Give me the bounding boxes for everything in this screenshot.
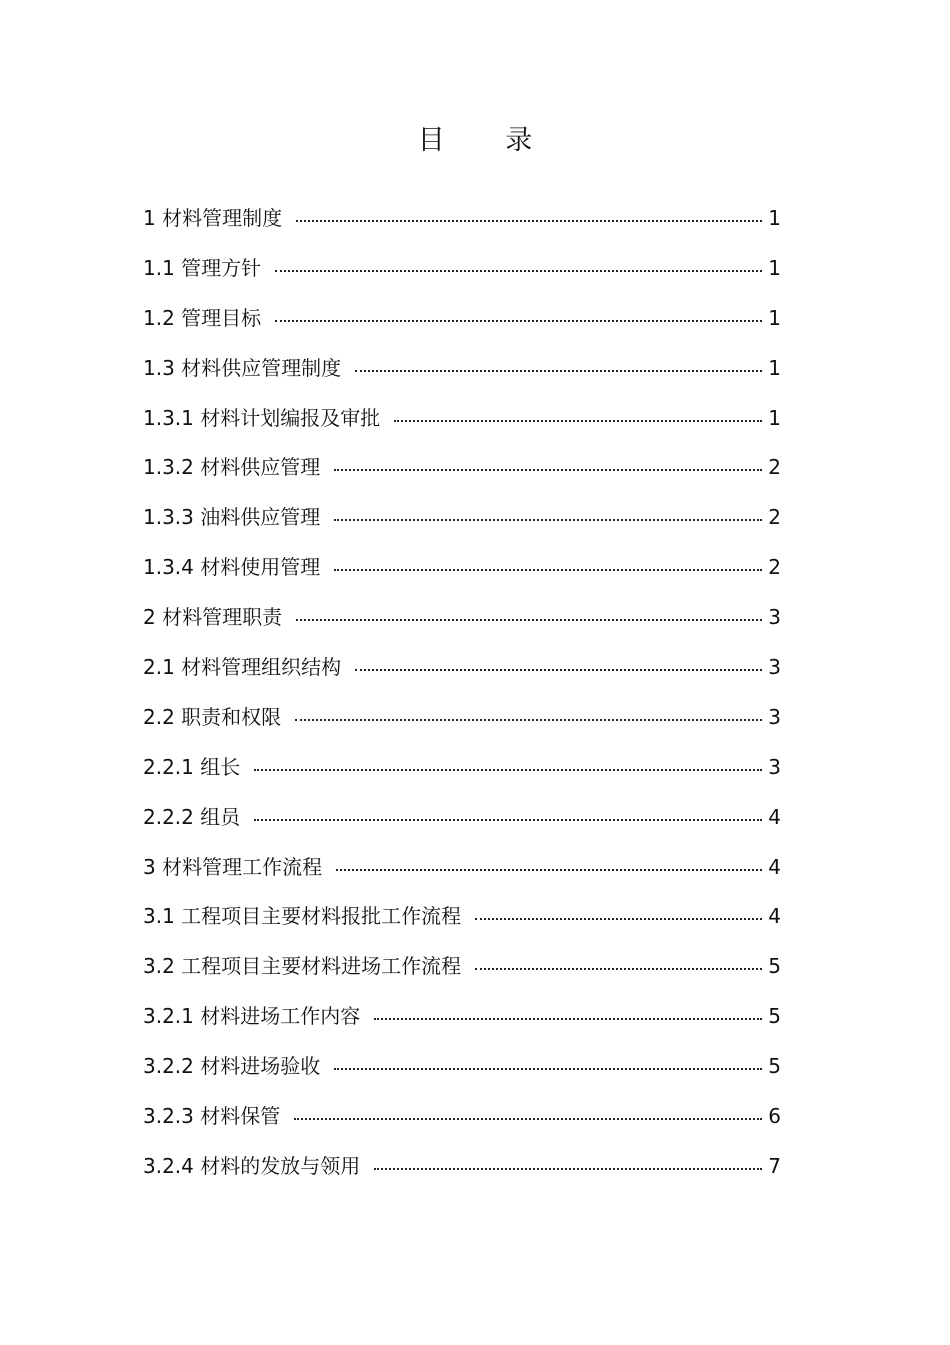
toc-entry[interactable] xyxy=(143,402,781,452)
toc-dot-leader xyxy=(355,369,762,372)
toc-entry[interactable] xyxy=(143,302,781,352)
toc-entry-page-number: 5 xyxy=(768,1054,781,1079)
toc-entry-label: 2.2 职责和权限 xyxy=(143,704,282,729)
toc-entry-page-number: 4 xyxy=(768,804,781,829)
toc-entry-page-number: 1 xyxy=(768,405,781,430)
toc-dot-leader xyxy=(254,818,762,821)
toc-entry-label: 1.3.4 材料使用管理 xyxy=(143,555,321,580)
toc-entry[interactable] xyxy=(143,701,781,751)
toc-entry-page-number: 1 xyxy=(768,206,781,230)
toc-entry-page-number: 7 xyxy=(768,1153,781,1178)
toc-entry-label: 1.3 材料供应管理制度 xyxy=(143,355,342,380)
toc-entry[interactable] xyxy=(143,252,781,302)
toc-entry-label: 2 材料管理职责 xyxy=(143,605,283,630)
toc-entry[interactable] xyxy=(143,551,781,601)
toc-entry-label: 3.2.3 材料保管 xyxy=(143,1104,281,1129)
table-of-contents xyxy=(143,202,781,1200)
toc-dot-leader xyxy=(334,468,762,471)
toc-entry-page-number: 5 xyxy=(768,954,781,979)
toc-entry-page-number: 1 xyxy=(768,255,781,280)
toc-entry-page-number: 2 xyxy=(768,555,781,580)
toc-entry-page-number: 5 xyxy=(768,1004,781,1029)
toc-entry-label: 1.3.3 油料供应管理 xyxy=(143,505,321,530)
toc-entry[interactable] xyxy=(143,1000,781,1050)
toc-entry-label: 3.2.2 材料进场验收 xyxy=(143,1054,321,1079)
toc-entry-page-number: 1 xyxy=(768,355,781,380)
toc-entry[interactable] xyxy=(143,751,781,801)
toc-entry-page-number: 4 xyxy=(768,904,781,929)
toc-dot-leader xyxy=(254,768,762,771)
toc-entry-page-number: 3 xyxy=(768,704,781,729)
toc-entry[interactable] xyxy=(143,1150,781,1200)
toc-entry[interactable] xyxy=(143,202,781,252)
toc-entry-label: 1 材料管理制度 xyxy=(143,206,283,230)
toc-dot-leader xyxy=(275,319,762,322)
toc-entry-label: 2.2.1 组长 xyxy=(143,754,241,779)
toc-title: 目 录 xyxy=(417,125,559,156)
toc-dot-leader xyxy=(296,219,762,222)
toc-dot-leader xyxy=(296,618,762,621)
toc-dot-leader xyxy=(475,967,762,970)
toc-entry-label: 3.2.4 材料的发放与领用 xyxy=(143,1153,361,1178)
toc-dot-leader xyxy=(394,419,762,422)
toc-entry[interactable] xyxy=(143,1050,781,1100)
toc-entry[interactable] xyxy=(143,651,781,701)
toc-entry-page-number: 2 xyxy=(768,505,781,530)
toc-entry[interactable] xyxy=(143,950,781,1000)
toc-entry-page-number: 3 xyxy=(768,605,781,630)
toc-entry-page-number: 2 xyxy=(768,455,781,480)
toc-dot-leader xyxy=(294,1117,762,1120)
toc-dot-leader xyxy=(374,1017,762,1020)
toc-entry-label: 3.1 工程项目主要材料报批工作流程 xyxy=(143,904,462,929)
toc-entry-page-number: 4 xyxy=(768,854,781,879)
toc-dot-leader xyxy=(374,1167,762,1170)
toc-entry-label: 3.2.1 材料进场工作内容 xyxy=(143,1004,361,1029)
toc-dot-leader xyxy=(334,1067,762,1070)
toc-entry[interactable] xyxy=(143,851,781,901)
toc-entry-label: 3 材料管理工作流程 xyxy=(143,854,323,879)
toc-dot-leader xyxy=(295,718,762,721)
toc-entry[interactable] xyxy=(143,801,781,851)
toc-entry[interactable] xyxy=(143,451,781,501)
toc-entry-label: 2.1 材料管理组织结构 xyxy=(143,655,342,680)
toc-dot-leader xyxy=(334,568,762,571)
toc-entry-page-number: 6 xyxy=(768,1104,781,1129)
toc-entry-page-number: 3 xyxy=(768,655,781,680)
toc-entry[interactable] xyxy=(143,900,781,950)
toc-entry[interactable] xyxy=(143,501,781,551)
toc-entry-page-number: 1 xyxy=(768,305,781,330)
toc-dot-leader xyxy=(334,518,762,521)
toc-entry-page-number: 3 xyxy=(768,754,781,779)
toc-entry[interactable] xyxy=(143,352,781,402)
toc-dot-leader xyxy=(336,868,762,871)
toc-entry-label: 1.3.2 材料供应管理 xyxy=(143,455,321,480)
toc-entry[interactable] xyxy=(143,1100,781,1150)
toc-entry[interactable] xyxy=(143,601,781,651)
toc-entry-label: 1.2 管理目标 xyxy=(143,305,262,330)
toc-dot-leader xyxy=(475,917,762,920)
toc-dot-leader xyxy=(275,269,762,272)
toc-dot-leader xyxy=(355,668,762,671)
toc-entry-label: 1.1 管理方针 xyxy=(143,255,262,280)
toc-entry-label: 1.3.1 材料计划编报及审批 xyxy=(143,405,381,430)
toc-entry-label: 2.2.2 组员 xyxy=(143,804,241,829)
toc-entry-label: 3.2 工程项目主要材料进场工作流程 xyxy=(143,954,462,979)
